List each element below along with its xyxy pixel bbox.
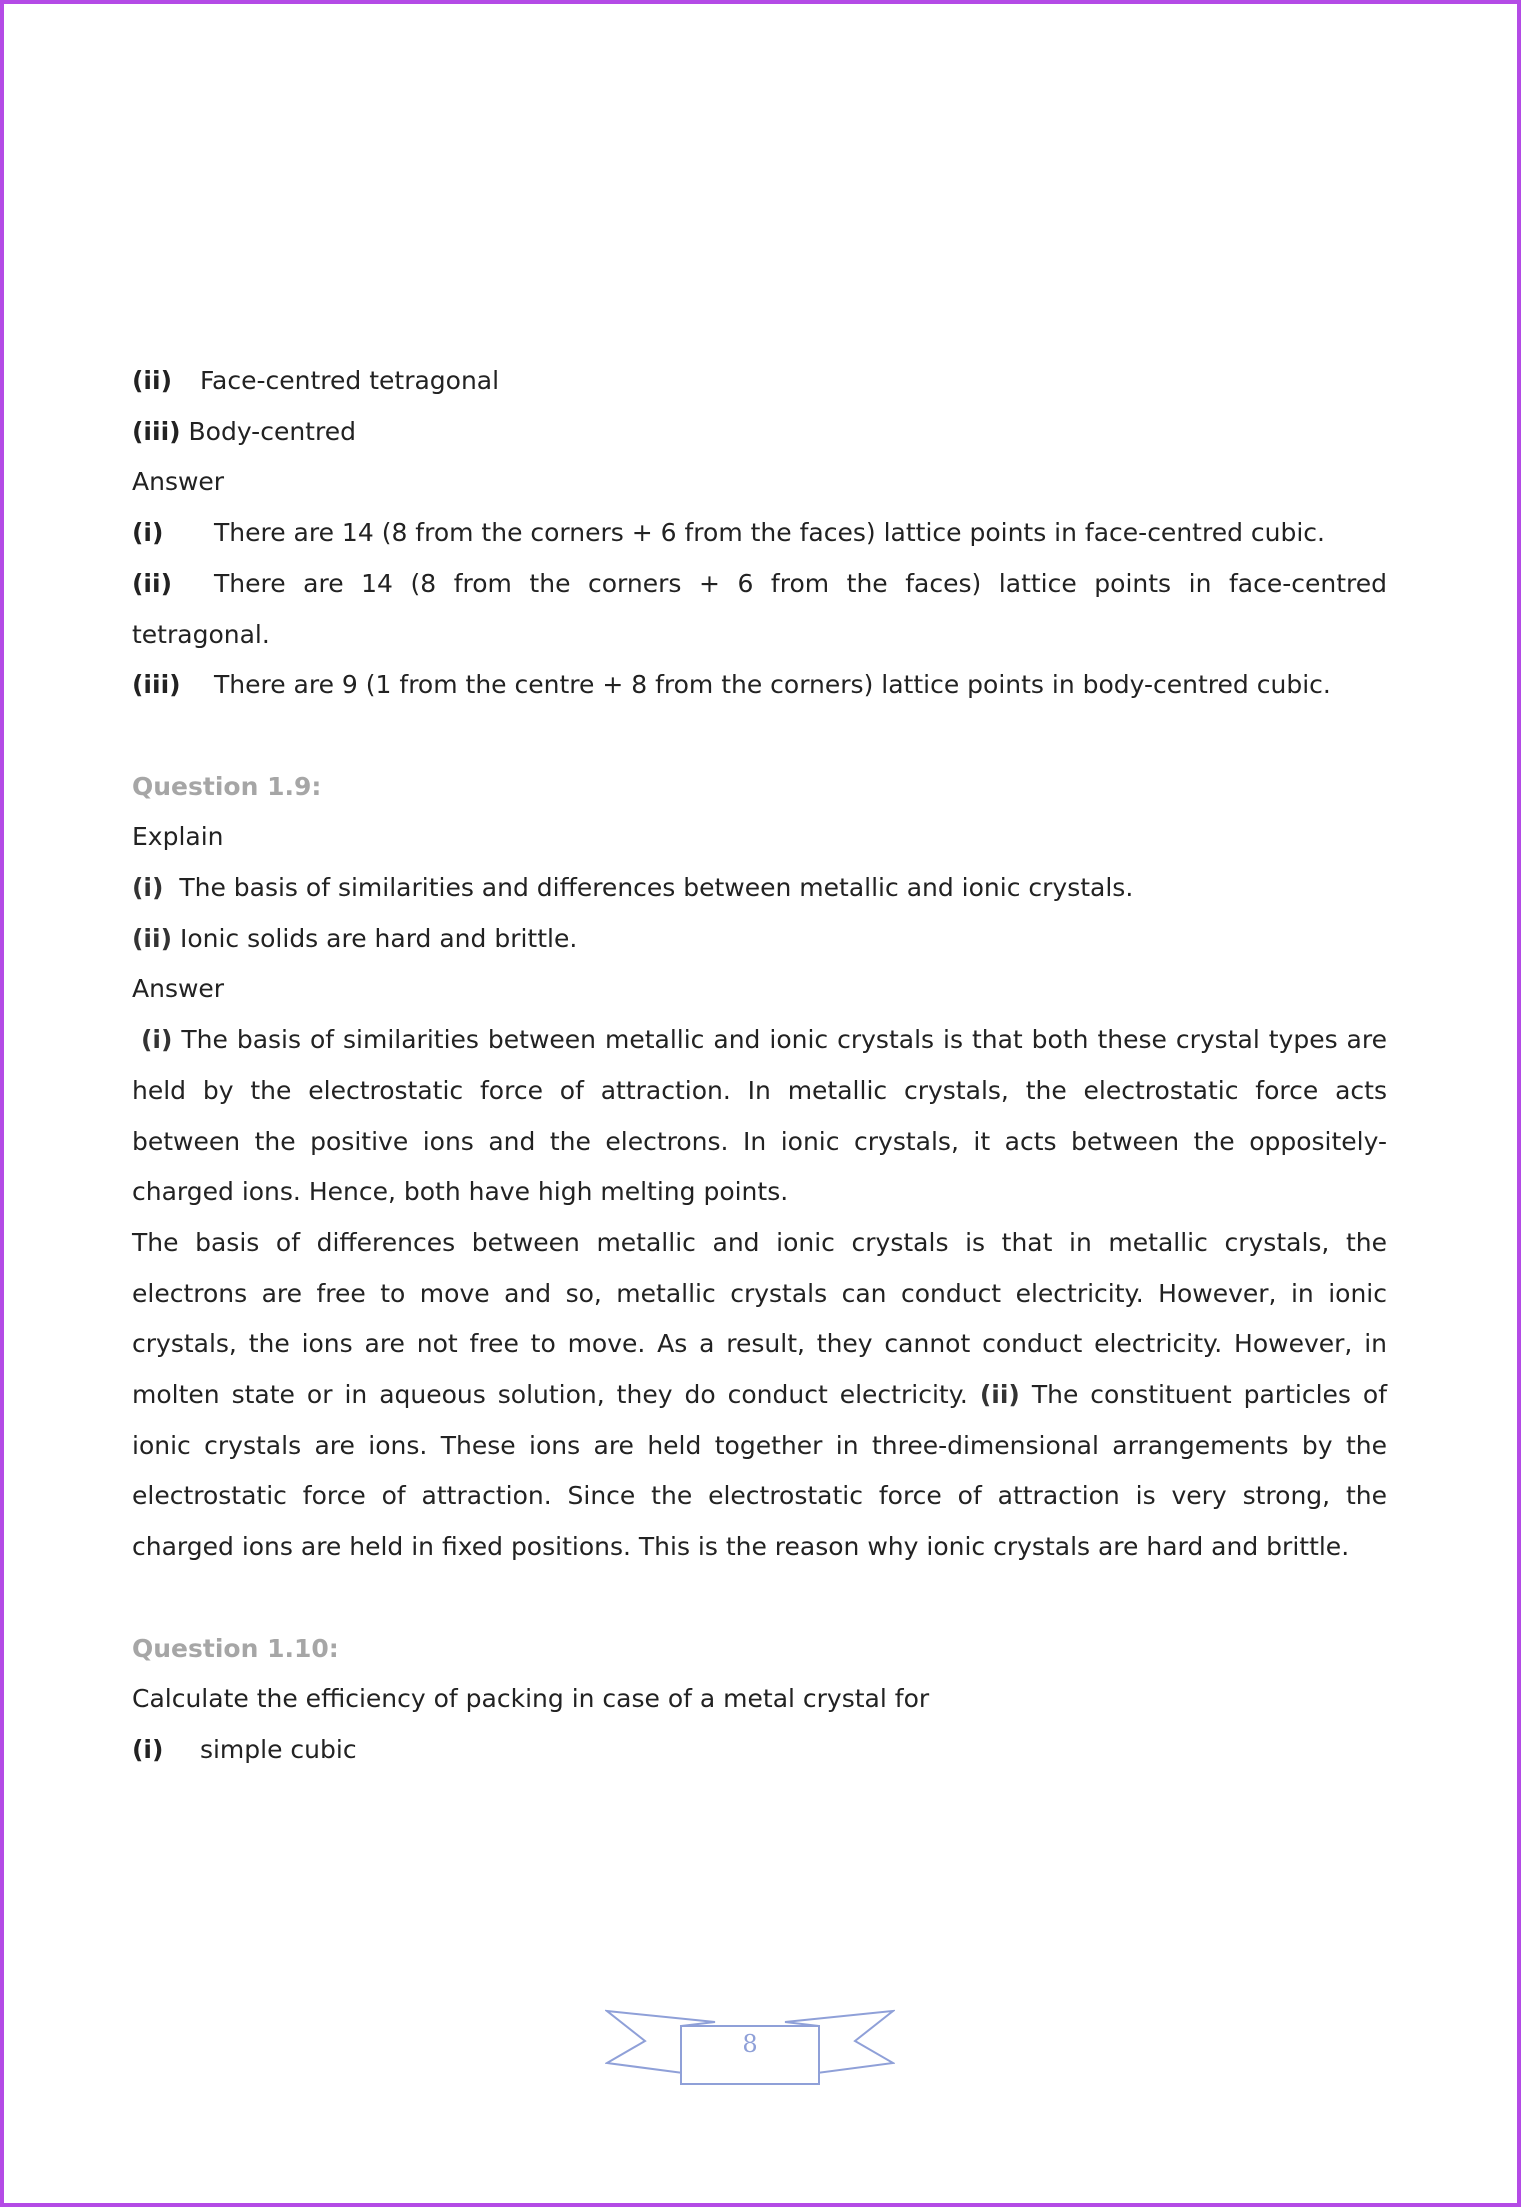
answer-paragraph (132, 1218, 1387, 1573)
question-heading: Question 1.10: (132, 1633, 339, 1663)
question-prompt: Calculate the efficiency of packing in case of a metal crystal for (132, 1684, 930, 1714)
page-number-ribbon (605, 2008, 895, 2088)
item-label: (i) (132, 873, 164, 903)
answer-item-ii (132, 559, 1387, 660)
option-text: Body-centred (188, 416, 356, 446)
answer-label: (ii) (132, 568, 172, 598)
answer-item-i (132, 508, 1387, 559)
answer-heading: Answer (132, 974, 225, 1004)
item-text: simple cubic (199, 1734, 357, 1764)
answer-text: There are 14 (8 from the corners + 6 from the faces) lattice points in face-centred cubic. (214, 518, 1325, 548)
option-iii (132, 407, 1387, 458)
page-content (132, 356, 1387, 1776)
answer-item-iii (132, 660, 1387, 711)
question-item-i (132, 1725, 1387, 1776)
item-label: (ii) (132, 923, 172, 953)
answer-text: The basis of differences between metallic and ionic crystals is that in metallic crystals, the electrons are free to move and so, metallic crystals can conduct electricity. However, in ionic crystals, the ions are not free to move. As a result, they cannot conduct electricity. However, in molten state or in aqueous solution, they do conduct electricity. (132, 1227, 1387, 1410)
answer-text: There are 14 (8 from the corners + 6 from the faces) lattice points in face-centred tetragonal. (132, 568, 1387, 649)
question-item-ii (132, 914, 1387, 965)
answer-label: (iii) (132, 670, 181, 700)
option-text: Face-centred tetragonal (199, 366, 500, 395)
item-label: (i) (132, 1734, 164, 1764)
option-label: (ii) (132, 366, 172, 395)
item-text: The basis of similarities and differences between metallic and ionic crystals. (179, 873, 1134, 903)
page-number: 8 (742, 2030, 758, 2058)
answer-text: The basis of similarities between metallic and ionic crystals is that both these crystal types are held by the electrostatic force of attraction. In metallic crystals, the electrostatic force acts between the positive ions and the electrons. In ionic crystals, it acts between the oppositely-charged ions. Hence, both have high melting points. (132, 1025, 1387, 1207)
question-item-i (132, 863, 1387, 914)
item-text: Ionic solids are hard and brittle. (179, 923, 578, 953)
answer-text: There are 9 (1 from the centre + 8 from the corners) lattice points in body-centred cubic. (214, 670, 1331, 700)
option-label: (iii) (132, 416, 181, 446)
answer-text: The constituent particles of ionic crystals are ions. These ions are held together in three-dimensional arrangements by the electrostatic force of attraction. Since the electrostatic force of attraction is very strong, the charged ions are held in fixed positions. This is the reason why ionic crystals are hard and brittle. (132, 1380, 1387, 1562)
answer-label: (ii) (979, 1380, 1020, 1410)
option-ii (132, 356, 1387, 407)
answer-heading: Answer (132, 467, 225, 497)
answer-label: (i) (132, 518, 164, 548)
answer-paragraph (132, 1015, 1387, 1218)
answer-label: (i) (140, 1025, 173, 1055)
question-prompt: Explain (132, 822, 224, 852)
question-heading: Question 1.9: (132, 771, 322, 801)
